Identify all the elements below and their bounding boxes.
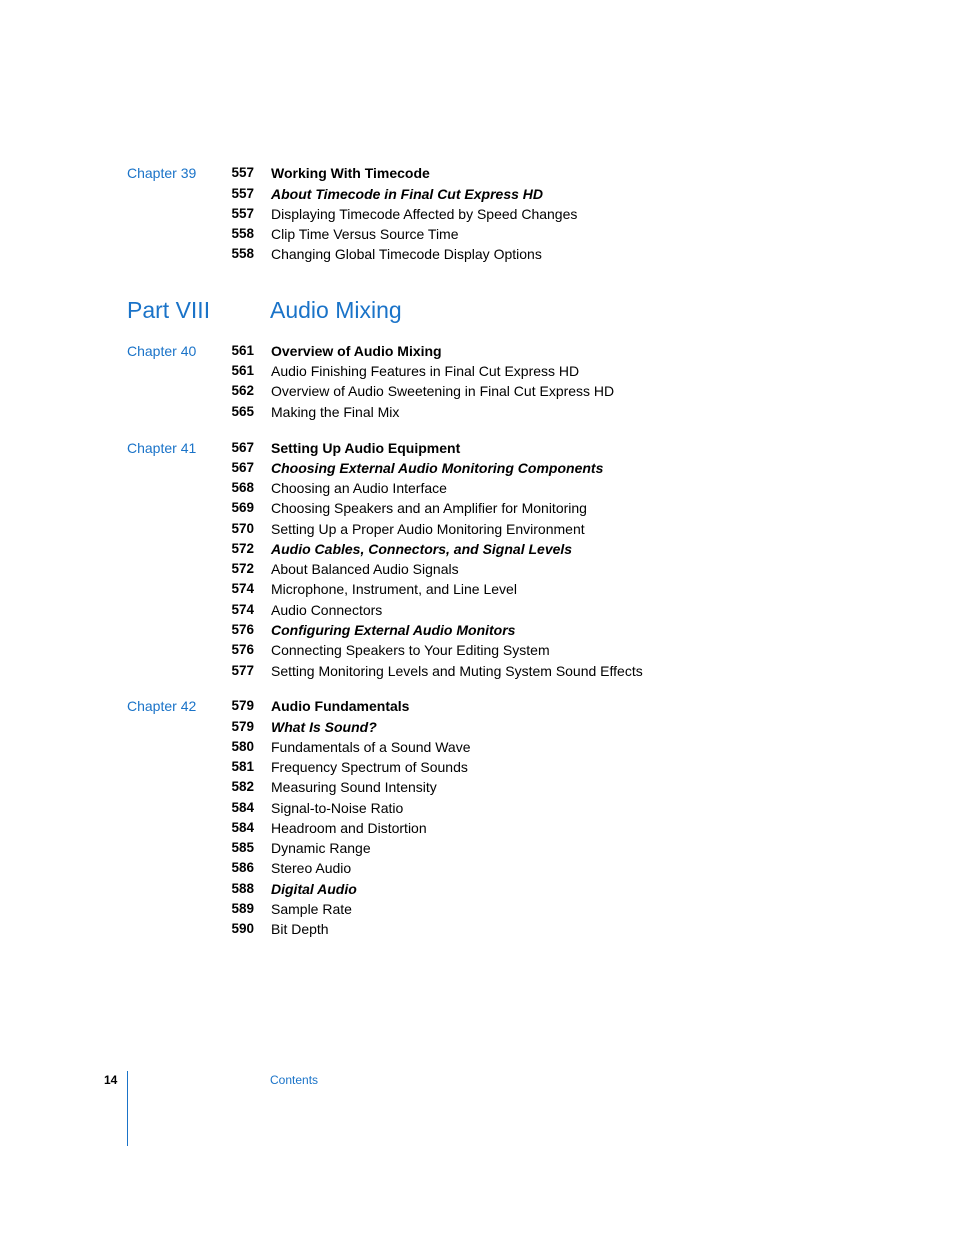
toc-entry[interactable] <box>0 520 954 540</box>
entry-title: Choosing an Audio Interface <box>271 480 447 496</box>
entry-title: Working With Timecode <box>271 165 430 181</box>
toc-entry[interactable] <box>0 382 954 402</box>
page-number: 557 <box>231 186 254 201</box>
entry-title: Audio Fundamentals <box>271 698 410 714</box>
toc-entry[interactable] <box>0 799 954 819</box>
toc-entry[interactable] <box>0 342 954 362</box>
toc-entry[interactable] <box>0 185 954 205</box>
entry-title: Overview of Audio Mixing <box>271 343 442 359</box>
entry-title: Headroom and Distortion <box>271 820 427 836</box>
toc-entry[interactable] <box>0 479 954 499</box>
part-title[interactable]: Audio Mixing <box>270 297 402 323</box>
page-number: 561 <box>231 363 254 378</box>
entry-title: Choosing Speakers and an Amplifier for Monitoring <box>271 500 587 516</box>
page-number: 576 <box>231 622 254 637</box>
page-number: 584 <box>231 800 254 815</box>
page-number: 577 <box>231 663 254 678</box>
page-number: 569 <box>231 500 254 515</box>
entry-title: Audio Cables, Connectors, and Signal Levels <box>271 541 573 557</box>
entry-title: Changing Global Timecode Display Options <box>271 246 542 262</box>
toc-entry[interactable] <box>0 499 954 519</box>
page-number: 579 <box>231 719 254 734</box>
toc-entry[interactable] <box>0 403 954 423</box>
toc-entry[interactable] <box>0 439 954 459</box>
toc-entry[interactable] <box>0 164 954 184</box>
page-number: 590 <box>231 921 254 936</box>
page-number: 586 <box>231 860 254 875</box>
page-number: 580 <box>231 739 254 754</box>
toc-entry[interactable] <box>0 621 954 641</box>
entry-title: Setting Up a Proper Audio Monitoring Environment <box>271 521 585 537</box>
toc-entry[interactable] <box>0 362 954 382</box>
toc-entry[interactable] <box>0 778 954 798</box>
toc-entry[interactable] <box>0 459 954 479</box>
entry-title: Setting Monitoring Levels and Muting System Sound Effects <box>271 663 643 679</box>
entry-title: Clip Time Versus Source Time <box>271 226 459 242</box>
page-number: 584 <box>231 820 254 835</box>
page-number: 588 <box>231 881 254 896</box>
page-number: 582 <box>231 779 254 794</box>
entry-title: Dynamic Range <box>271 840 371 856</box>
page-number: 568 <box>231 480 254 495</box>
toc-entry[interactable] <box>0 839 954 859</box>
entry-title: Setting Up Audio Equipment <box>271 440 461 456</box>
entry-title: Displaying Timecode Affected by Speed Changes <box>271 206 578 222</box>
toc-entry[interactable] <box>0 205 954 225</box>
entry-title: Stereo Audio <box>271 860 352 876</box>
toc-entry[interactable] <box>0 880 954 900</box>
page-number: 557 <box>231 165 254 180</box>
toc-entry[interactable] <box>0 738 954 758</box>
entry-title: Connecting Speakers to Your Editing System <box>271 642 550 658</box>
chapter-39-label: Chapter 39 <box>127 165 197 181</box>
entry-title: Configuring External Audio Monitors <box>271 622 516 638</box>
chapter-40-label: Chapter 40 <box>127 343 197 359</box>
page-number: 567 <box>231 460 254 475</box>
entry-title: Fundamentals of a Sound Wave <box>271 739 471 755</box>
footer-section-label: Contents <box>270 1073 319 1087</box>
page-number: 570 <box>231 521 254 536</box>
toc-entry[interactable] <box>0 601 954 621</box>
entry-title: About Balanced Audio Signals <box>271 561 459 577</box>
footer-page-number: 14 <box>104 1073 118 1087</box>
toc-entry[interactable] <box>0 718 954 738</box>
entry-title: Sample Rate <box>271 901 352 917</box>
toc-entry[interactable] <box>0 900 954 920</box>
page-number: 581 <box>231 759 254 774</box>
page-number: 558 <box>231 246 254 261</box>
page-number: 572 <box>231 541 254 556</box>
entry-title: Overview of Audio Sweetening in Final Cut Express HD <box>271 383 615 399</box>
page-number: 585 <box>231 840 254 855</box>
page-number: 574 <box>231 581 254 596</box>
page-number: 579 <box>231 698 254 713</box>
entry-title: Measuring Sound Intensity <box>271 779 437 795</box>
entry-title: Bit Depth <box>271 921 329 937</box>
toc-entry[interactable] <box>0 758 954 778</box>
page-number: 557 <box>231 206 254 221</box>
entry-title: About Timecode in Final Cut Express HD <box>271 186 544 202</box>
page-number: 561 <box>231 343 254 358</box>
entry-title: Choosing External Audio Monitoring Components <box>271 460 604 476</box>
toc-entry[interactable] <box>0 540 954 560</box>
entry-title: What Is Sound? <box>271 719 377 735</box>
toc-entry[interactable] <box>0 580 954 600</box>
page-number: 572 <box>231 561 254 576</box>
toc-entry[interactable] <box>0 859 954 879</box>
page-number: 576 <box>231 642 254 657</box>
toc-entry[interactable] <box>0 641 954 661</box>
entry-title: Audio Finishing Features in Final Cut Express HD <box>271 363 580 379</box>
toc-entry[interactable] <box>0 662 954 682</box>
chapter-41-label: Chapter 41 <box>127 440 197 456</box>
page-number: 567 <box>231 440 254 455</box>
page-number: 565 <box>231 404 254 419</box>
toc-entry[interactable] <box>0 225 954 245</box>
chapter-42-label: Chapter 42 <box>127 698 197 714</box>
footer-divider <box>127 1071 128 1146</box>
toc-entry[interactable] <box>0 560 954 580</box>
page-number: 589 <box>231 901 254 916</box>
entry-title: Audio Connectors <box>271 602 383 618</box>
toc-entry[interactable] <box>0 819 954 839</box>
entry-title: Making the Final Mix <box>271 404 400 420</box>
toc-entry[interactable] <box>0 245 954 265</box>
page-number: 558 <box>231 226 254 241</box>
page-number: 562 <box>231 383 254 398</box>
page-number: 574 <box>231 602 254 617</box>
entry-title: Microphone, Instrument, and Line Level <box>271 581 517 597</box>
entry-title: Frequency Spectrum of Sounds <box>271 759 468 775</box>
entry-title: Signal-to-Noise Ratio <box>271 800 404 816</box>
toc-entry[interactable] <box>0 697 954 717</box>
part-label: Part VIII <box>127 297 211 323</box>
entry-title: Digital Audio <box>271 881 357 897</box>
toc-entry[interactable] <box>0 920 954 940</box>
